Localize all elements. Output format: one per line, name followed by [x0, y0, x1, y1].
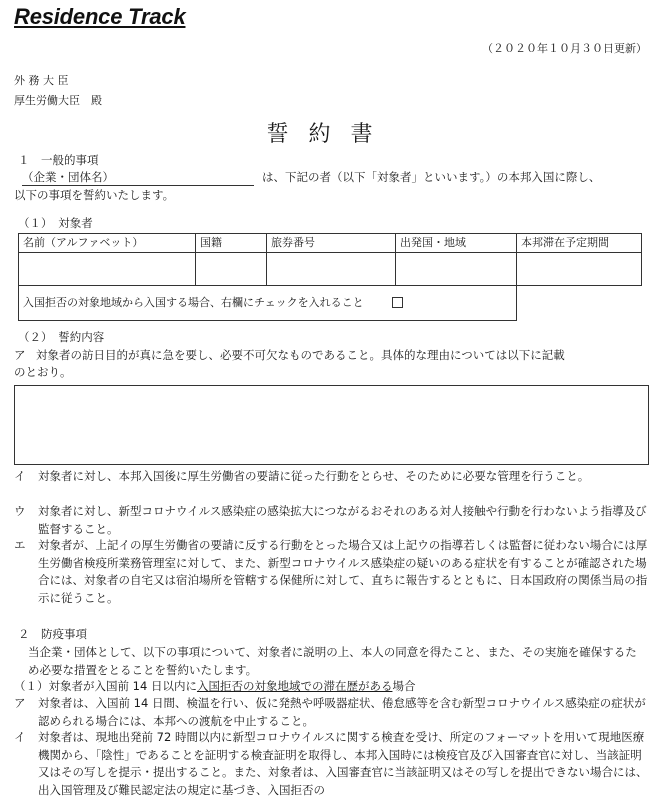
pledge-item-i: [14, 468, 648, 486]
pledge-item-e-text: 対象者が、上記イの厚生労働省の要請に反する行動をとった場合又は上記ウの指導若しくは監督に従わない場合には厚生労働省検疫所業務管理室に対して、また、新型コロナウイルス感染症の疑いのある症状を有することが確認された場合には、対象者の自宅又は宿泊場所を管轄する保健所に対して、直ちに報告するとともに、日本国政府の関係当局の指示に従うこと。: [38, 538, 648, 605]
cell-nationality-input[interactable]: [196, 253, 267, 286]
pledge-item-u: [14, 503, 648, 538]
section2-sub-heading: [14, 678, 415, 694]
pledge-item-i-text: 対象者に対し、本邦入国後に厚生労働省の要請に従った行動をとらせ、そのために必要な管理を行うこと。: [38, 469, 590, 483]
document-title: 誓約書: [266, 122, 393, 147]
section2-sub-underlined: 入国拒否の対象地域での滞在歴がある: [196, 679, 393, 693]
pledge-item-i-mark: イ: [14, 469, 26, 483]
pledge-a-mark: ア: [14, 348, 26, 362]
pledge-item-u-text: 対象者に対し、新型コロナウイルス感染症の感染拡大につながるおそれのある対人接触や行動を行わないよう指導及び監督すること。: [38, 504, 647, 536]
col-nationality: 国籍: [196, 234, 267, 253]
addressee-foreign-minister: 外 務 大 臣: [14, 74, 69, 87]
pledge-item-e-mark: エ: [14, 538, 26, 552]
quarantine-item-i-text: 対象者は、現地出発前 72 時間以内に新型コロナウイルスに関する検査を受け、所定のフォーマットを用いて現地医療機関から、「陰性」であることを証明する検査証明を取得し、本邦入国時には検疫官及び入国審査官に対し、当該証明又はその写しを提示・提出すること。また、対象者は、入国審査官に当該証明又はその写しを提出できない場合には、出入国管理及び難民認定法の規定に基づき、入国拒否の: [38, 730, 648, 797]
checkbox-label: 入国拒否の対象地域から入国する場合、右欄にチェックを入れること: [23, 296, 364, 309]
section2-sub-prefix: （１）対象者が入国前 14 日以内に: [14, 679, 197, 693]
quarantine-item-i-mark: イ: [14, 730, 26, 744]
cell-name-input[interactable]: [19, 253, 196, 286]
section1-intro-line2: 以下の事項を誓約いたします。: [14, 188, 175, 202]
section2-heading: ２ 防疫事項: [18, 627, 87, 641]
target-table-entry-row: [19, 253, 642, 286]
denied-region-checkbox[interactable]: [392, 297, 403, 308]
checkbox-row: [19, 286, 642, 321]
col-stay-period: 本邦滞在予定期間: [517, 234, 642, 253]
cell-stay-input[interactable]: [517, 253, 642, 286]
brand-title: Residence Track: [14, 4, 186, 29]
target-table: [18, 233, 642, 321]
section1-heading: １ 一般的事項: [18, 153, 99, 167]
pledge-item-u-mark: ウ: [14, 504, 26, 518]
section1-intro-line1: は、下記の者（以下「対象者」といいます。）の本邦入国に際し、: [262, 170, 601, 184]
col-name: 名前（アルファベット）: [19, 234, 196, 253]
quarantine-item-a-text: 対象者は、入国前 14 日間、検温を行い、仮に発熱や呼吸器症状、倦怠感等を含む新型コロナウイルス感染症の症状が認められる場合には、本邦への渡航を中止すること。: [38, 696, 646, 728]
pledge-heading: （２） 誓約内容: [18, 330, 105, 344]
section2-intro: [14, 644, 648, 679]
pledge-a-line1: 対象者の訪日目的が真に急を要し、必要不可欠なものであること。具体的な理由については以下に記載: [36, 348, 565, 362]
pledge-item-e: [14, 537, 648, 607]
quarantine-item-i: [14, 729, 648, 799]
pledge-a-line2: のとおり。: [14, 365, 72, 379]
company-name-label: （企業・団体名）: [22, 170, 114, 184]
company-name-field[interactable]: [22, 169, 254, 186]
quarantine-item-a-mark: ア: [14, 696, 26, 710]
cell-departure-input[interactable]: [396, 253, 517, 286]
addressee-health-minister: 厚生労働大臣 殿: [14, 94, 102, 107]
target-table-header: [19, 234, 642, 253]
target-heading: （１） 対象者: [18, 216, 93, 230]
quarantine-item-a: [14, 695, 648, 730]
checkbox-cell: [19, 286, 517, 321]
cell-passport-input[interactable]: [267, 253, 396, 286]
update-date: （２０２０年１０月３０日更新）: [482, 42, 647, 55]
reason-textbox[interactable]: [14, 385, 649, 465]
section2-sub-suffix: 場合: [392, 679, 416, 693]
section2-intro-text: 当企業・団体として、以下の事項について、対象者に説明の上、本人の同意を得たこと、また、その実施を確保するため必要な措置をとることを誓約いたします。: [28, 645, 637, 677]
col-departure: 出発国・地域: [396, 234, 517, 253]
col-passport: 旅券番号: [267, 234, 396, 253]
